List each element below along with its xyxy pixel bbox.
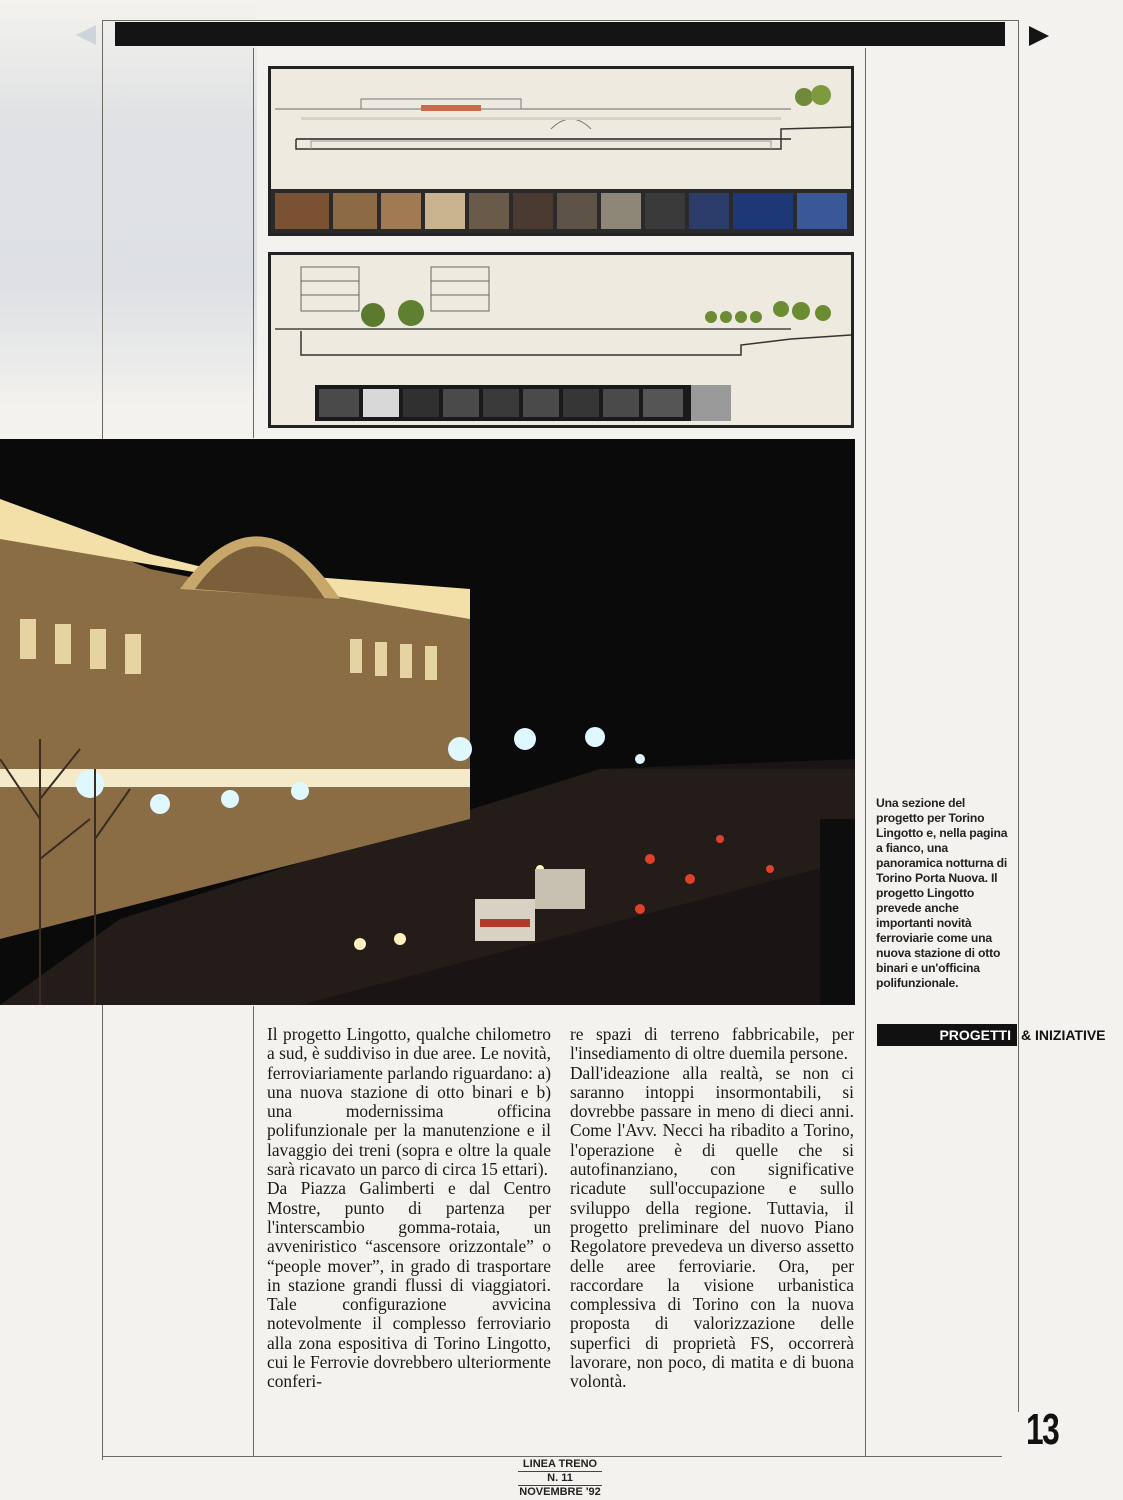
- frame-line-right-inner: [865, 48, 866, 1456]
- page-number: 13: [1026, 1405, 1059, 1454]
- header-bar: [115, 22, 1005, 46]
- frame-line-bottom: [102, 1456, 1002, 1457]
- section-label-primary: PROGETTI: [877, 1024, 1017, 1046]
- arrow-right-icon: [1029, 26, 1049, 46]
- bleed-heading: [940, 300, 952, 346]
- article-column-2: [570, 1025, 854, 1392]
- footer-date: NOVEMBRE '92: [519, 1486, 601, 1498]
- section-drawing-bottom: [268, 252, 854, 428]
- footer-masthead: [490, 1458, 630, 1499]
- photo-caption: Una sezione del progetto per Torino Lingotto e, nella pagina a fianco, una panoramica notturna di Torino Porta Nuova. Il progetto Lingotto prevede anche importanti novità ferroviarie come una nuova stazione di otto binari e un'officina polifunzionale.: [876, 796, 1008, 990]
- frame-line-top: [102, 20, 1019, 21]
- frame-line-right-outer: [1018, 20, 1019, 1412]
- frame-line-inner-bottom: [253, 1006, 254, 1456]
- footer-issue: N. 11: [518, 1472, 602, 1486]
- paragraph: Dall'ideazione alla realtà, se non ci saranno intoppi insormontabili, si dovrebbe passare in meno di dieci anni. Come l'Avv. Necci ha ribadito a Torino, l'operazione è di quelle che si autofinanziano, con significative ricadute sull'occupazione e sullo sviluppo della regione. Tuttavia, il progetto preliminare del nuovo Piano Regolatore prevedeva un diverso assetto delle aree ferroviarie. Ora, per raccordare la visione urbanistica complessiva di Torino con la nuova proposta di valorizzazione delle superfici di proprietà FS, occorrerà lavorare, non poco, di matita e di buona volontà.: [570, 1062, 854, 1392]
- night-photo-porta-nuova: [0, 439, 855, 1005]
- frame-line-inner-top: [253, 48, 254, 438]
- arrow-left-icon: [76, 25, 96, 45]
- article-column-1: [267, 1025, 551, 1392]
- section-label: [877, 1024, 1123, 1046]
- paragraph: Il progetto Lingotto, qualche chilometro a sud, è suddiviso in due aree. Le novità, ferroviariamente parlando riguardano: a) una nuova stazione di otto binari e b) una modernissima officina polifunzionale per la manutenzione e il lavaggio dei treni (sopra e oltre la quale sarà ricavato un parco di circa 15 ettari).: [267, 1024, 551, 1180]
- footer-title: LINEA TRENO: [518, 1458, 602, 1472]
- section-drawing-top: [268, 66, 854, 236]
- background-bleed: [0, 0, 257, 410]
- paragraph: Da Piazza Galimberti e dal Centro Mostre, punto di partenza per l'interscambio gomma-rotaia, un avveniristico “ascensore orizzontale” o “people mover”, in grado di trasportare in stazione grandi flussi di viaggiatori. Tale configurazione avvicina notevolmente il complesso ferroviario alla zona espositiva di Torino Lingotto, cui le Ferrovie dovrebbero ulteriormente conferi-: [267, 1178, 551, 1392]
- paragraph: re spazi di terreno fabbricabile, per l'insediamento di oltre duemila persone.: [570, 1024, 854, 1064]
- section-label-secondary: & INIZIATIVE: [1021, 1027, 1106, 1043]
